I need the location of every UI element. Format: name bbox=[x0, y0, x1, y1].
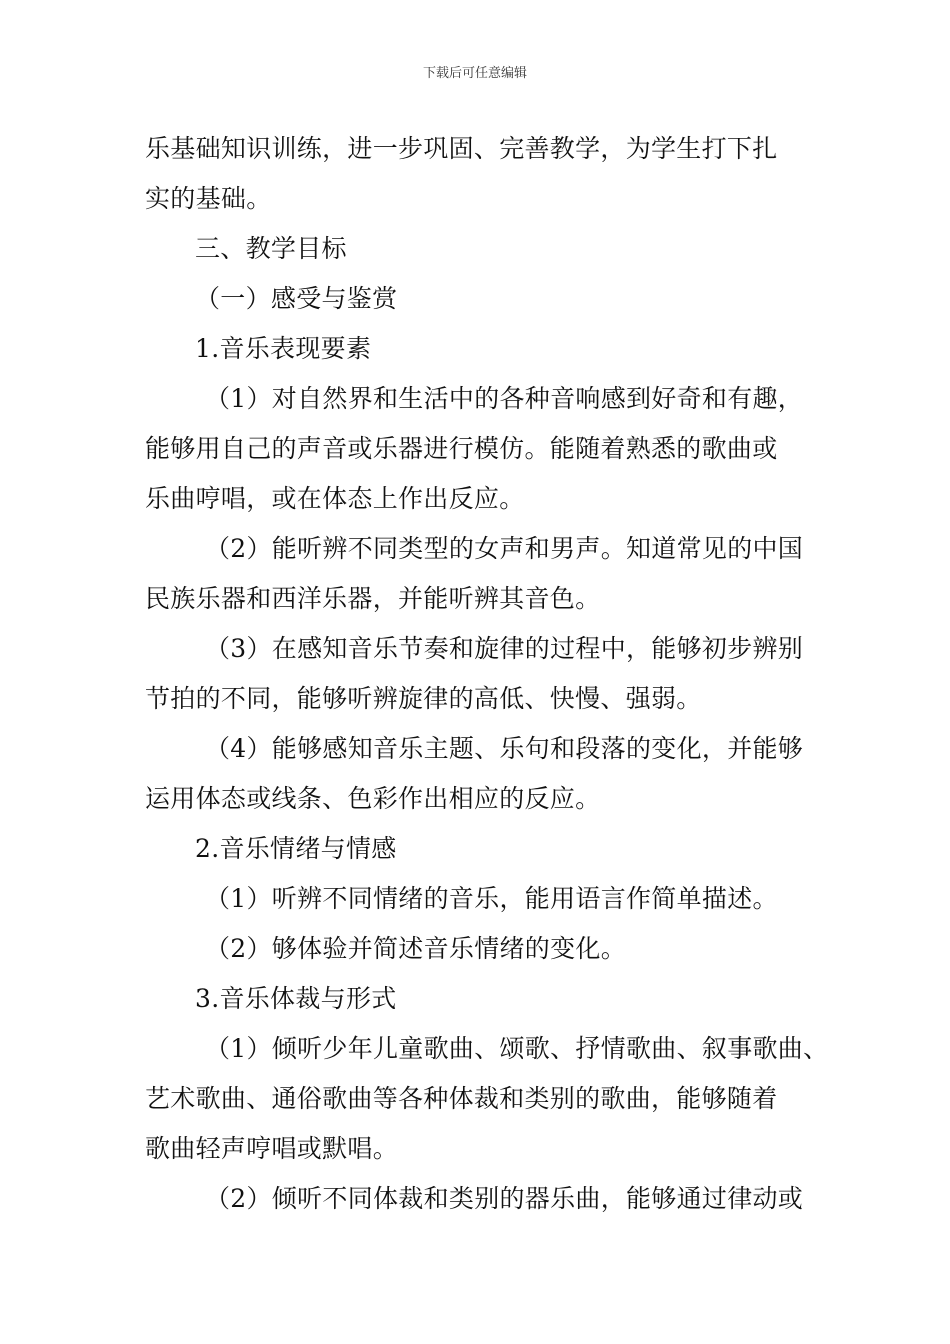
text-line: （3）在感知音乐节奏和旋律的过程中，能够初步辨别 bbox=[205, 634, 804, 663]
text-line: （4）能够感知音乐主题、乐句和段落的变化，并能够 bbox=[205, 734, 804, 763]
text-line: （1）倾听少年儿童歌曲、颂歌、抒情歌曲、叙事歌曲、 bbox=[205, 1034, 829, 1063]
text-line: （一）感受与鉴赏 bbox=[195, 284, 398, 313]
text-line: 三、教学目标 bbox=[195, 234, 347, 263]
text-line: 乐基础知识训练，进一步巩固、完善教学，为学生打下扎 bbox=[145, 134, 778, 163]
text-line: 节拍的不同，能够听辨旋律的高低、快慢、强弱。 bbox=[145, 684, 702, 713]
text-line: （2）倾听不同体裁和类别的器乐曲，能够通过律动或 bbox=[205, 1184, 804, 1213]
text-line: （2）够体验并简述音乐情绪的变化。 bbox=[205, 934, 627, 963]
text-line: 歌曲轻声哼唱或默唱。 bbox=[145, 1134, 399, 1163]
text-line: 1.音乐表现要素 bbox=[195, 334, 372, 363]
text-line: 艺术歌曲、通俗歌曲等各种体裁和类别的歌曲，能够随着 bbox=[145, 1084, 778, 1113]
text-line: （2）能听辨不同类型的女声和男声。知道常见的中国 bbox=[205, 534, 804, 563]
text-line: 实的基础。 bbox=[145, 184, 272, 213]
text-line: （1）对自然界和生活中的各种音响感到好奇和有趣， bbox=[205, 384, 804, 413]
text-line: 乐曲哼唱，或在体态上作出反应。 bbox=[145, 484, 525, 513]
document-body bbox=[145, 124, 829, 1224]
page-header: 下载后可任意编辑 bbox=[422, 66, 527, 81]
text-line: 民族乐器和西洋乐器，并能听辨其音色。 bbox=[145, 584, 601, 613]
text-line: 运用体态或线条、色彩作出相应的反应。 bbox=[145, 784, 601, 813]
text-line: （1）听辨不同情绪的音乐，能用语言作简单描述。 bbox=[205, 884, 778, 913]
text-line: 能够用自己的声音或乐器进行模仿。能随着熟悉的歌曲或 bbox=[145, 434, 778, 463]
text-line: 2.音乐情绪与情感 bbox=[195, 834, 397, 863]
text-line: 3.音乐体裁与形式 bbox=[195, 984, 397, 1013]
